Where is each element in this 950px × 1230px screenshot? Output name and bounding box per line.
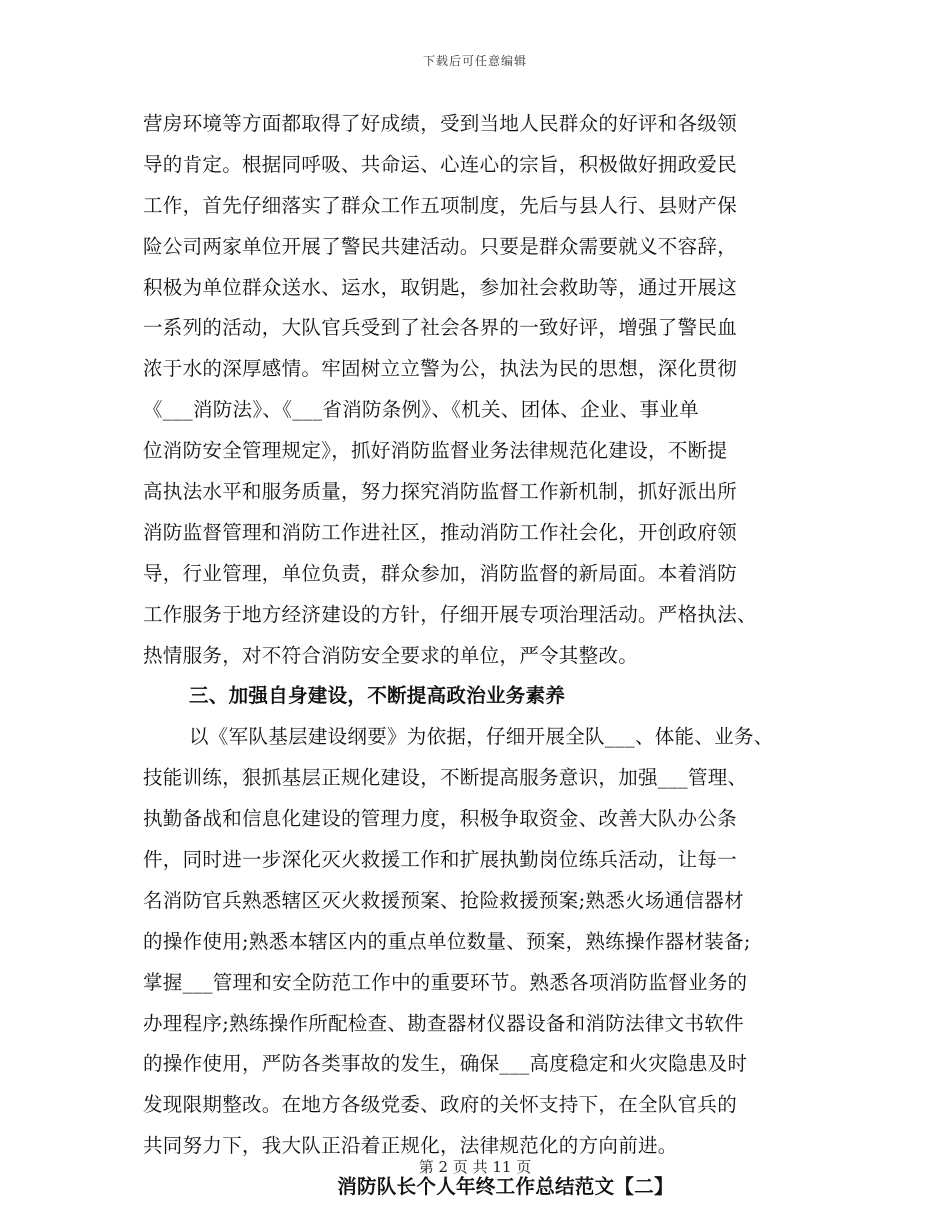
section-heading: 三、加强自身建设，不断提高政治业务素养: [189, 684, 566, 708]
paragraph-line: 高执法水平和服务质量，努力探究消防监督工作新机制，抓好派出所: [143, 480, 738, 504]
paragraph-line: 掌握___管理和安全防范工作中的重要环节。熟悉各项消防监督业务的: [143, 970, 748, 994]
paragraph-line: 办理程序;熟练操作所配检查、勘查器材仪器设备和消防法律文书软件: [143, 1011, 744, 1035]
section-title: 消防队长个人年终工作总结范文【二】: [337, 1175, 674, 1199]
paragraph-line: 一系列的活动，大队官兵受到了社会各界的一致好评，增强了警民血: [143, 316, 738, 340]
paragraph-line: 消防监督管理和消防工作进社区，推动消防工作社会化，开创政府领: [143, 520, 738, 544]
paragraph-line: 的操作使用，严防各类事故的发生，确保___高度稳定和火灾隐患及时: [143, 1052, 748, 1076]
paragraph-line: 件，同时进一步深化灭火救援工作和扩展执勤岗位练兵活动，让每一: [143, 848, 738, 872]
paragraph-line: 热情服务，对不符合消防安全要求的单位，严令其整改。: [143, 643, 639, 667]
paragraph-line: 导，行业管理，单位负责，群众参加，消防监督的新局面。本着消防: [143, 561, 738, 585]
paragraph-line: 发现限期整改。在地方各级党委、政府的关怀支持下，在全队官兵的: [143, 1093, 738, 1117]
paragraph-line: 执勤备战和信息化建设的管理力度，积极争取资金、改善大队办公条: [143, 807, 738, 831]
paragraph-line: 浓于水的深厚感情。牢固树立立警为公，执法为民的思想，深化贯彻: [143, 357, 738, 381]
paragraph-line: 营房环境等方面都取得了好成绩，受到当地人民群众的好评和各级领: [143, 112, 738, 135]
paragraph-line: 工作服务于地方经济建设的方针，仔细开展专项治理活动。严格执法、: [143, 602, 757, 626]
document-body: [143, 104, 828, 1208]
paragraph-line: 积极为单位群众送水、运水，取钥匙，参加社会救助等，通过开展这: [143, 275, 738, 299]
paragraph-line: 位消防安全管理规定》，抓好消防监督业务法律规范化建设，不断提: [143, 439, 728, 463]
page-indicator: 第 2 页 共 11 页: [418, 1158, 532, 1176]
paragraph-line: 的操作使用;熟悉本辖区内的重点单位数量、预案，熟练操作器材装备;: [143, 929, 751, 953]
paragraph-line: 险公司两家单位开展了警民共建活动。只要是群众需要就义不容辞，: [143, 234, 738, 258]
paragraph-line: 工作，首先仔细落实了群众工作五项制度，先后与县人行、县财产保: [143, 193, 738, 217]
paragraph-line: 导的肯定。根据同呼吸、共命运、心连心的宗旨，积极做好拥政爱民: [143, 152, 738, 176]
paragraph-line: 共同努力下，我大队正沿着正规化，法律规范化的方向前进。: [143, 1134, 678, 1158]
paragraph-line: 以《军队基层建设纲要》为依据，仔细开展全队___、体能、业务、: [189, 725, 774, 749]
page-header-note: 下载后可任意编辑: [422, 54, 527, 68]
paragraph-line: 技能训练，狠抓基层正规化建设，不断提高服务意识，加强___管理、: [143, 766, 748, 790]
paragraph-line: 《___消防法》、《___省消防条例》、《机关、团体、企业、事业单: [143, 398, 699, 422]
paragraph-line: 名消防官兵熟悉辖区灭火救援预案、抢险救援预案;熟悉火场通信器材: [143, 888, 744, 912]
